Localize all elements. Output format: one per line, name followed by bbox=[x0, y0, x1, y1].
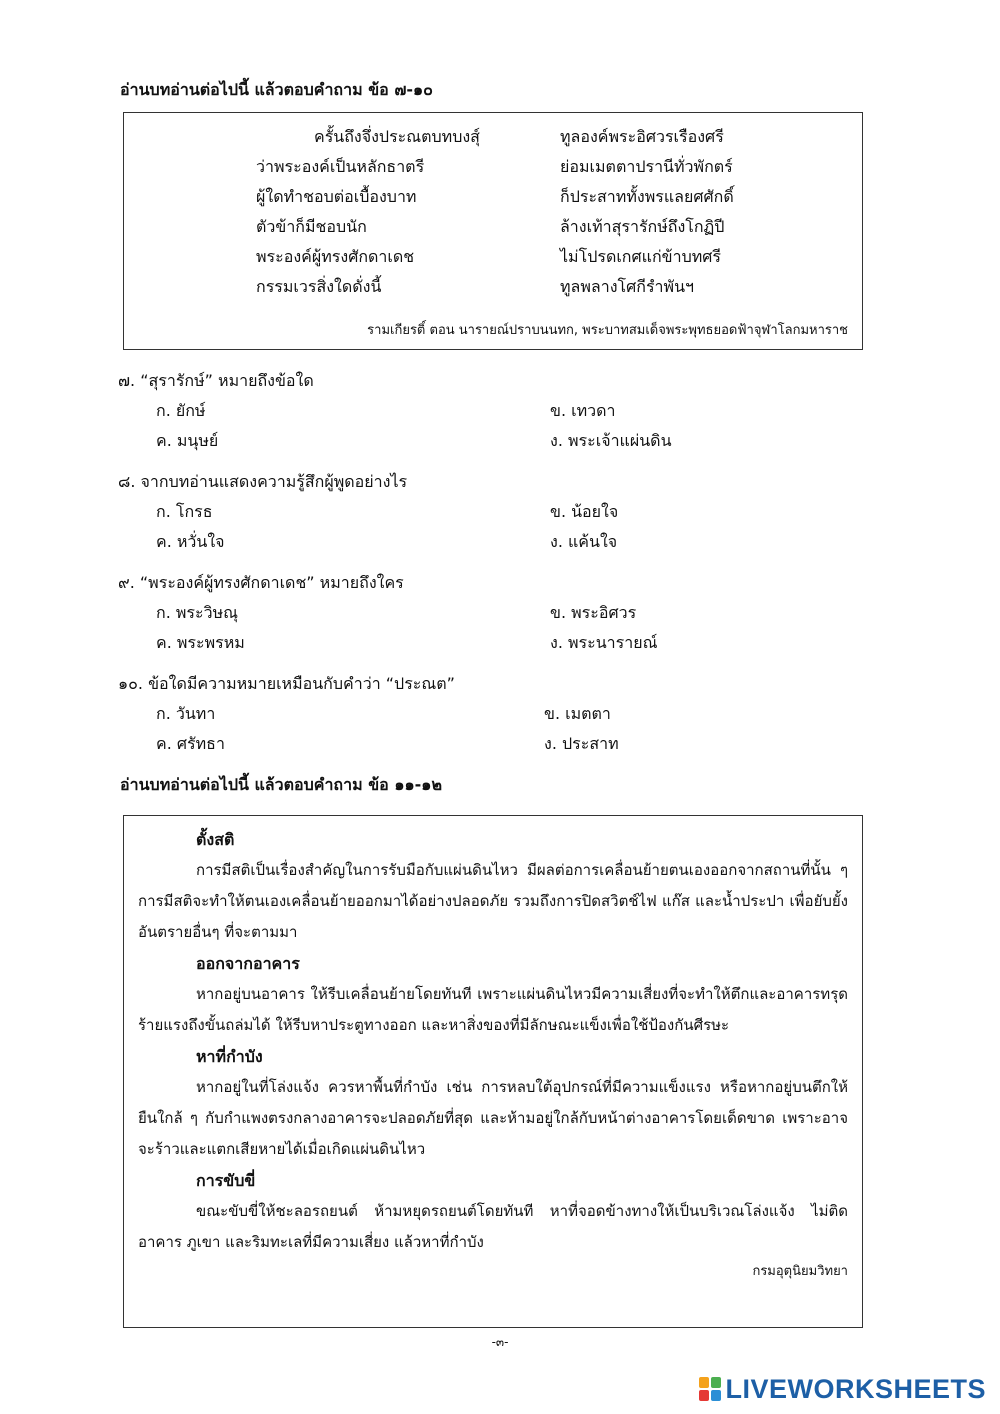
question-10-option-d[interactable]: ง. ประสาท bbox=[544, 734, 619, 753]
poem-line-left: กรรมเวรสิ่งใดดั่งนี้ bbox=[256, 277, 382, 296]
question-7-option-a[interactable]: ก. ยักษ์ bbox=[156, 401, 206, 420]
passage-subheading: ตั้งสติ bbox=[196, 830, 235, 849]
poem-line-right: ล้างเท้าสุรารักษ์ถึงโกฏิปี bbox=[560, 217, 725, 236]
question-7-option-d[interactable]: ง. พระเจ้าแผ่นดิน bbox=[550, 431, 672, 450]
poem-line-right: ทูลองค์พระอิศวรเรืองศรี bbox=[560, 127, 724, 146]
question-8-option-c[interactable]: ค. หวั่นใจ bbox=[156, 532, 225, 551]
question-9-option-a[interactable]: ก. พระวิษณุ bbox=[156, 603, 238, 622]
poem-source: รามเกียรติ์ ตอน นารายณ์ปราบนนทก, พระบาทสมเด็จพระพุทธยอดฟ้าจุฬาโลกมหาราช bbox=[367, 323, 848, 338]
question-8-option-d[interactable]: ง. แค้นใจ bbox=[550, 532, 618, 551]
liveworksheets-logo-text: LIVEWORKSHEETS bbox=[725, 1373, 986, 1404]
question-10-option-b[interactable]: ข. เมตตา bbox=[544, 704, 611, 723]
passage-box bbox=[123, 815, 863, 1328]
question-10-title: ๑๐. ข้อใดมีความหมายเหมือนกับคำว่า “ประณต” bbox=[118, 674, 455, 693]
passage-subheading: ออกจากอาคาร bbox=[196, 954, 300, 973]
question-9-option-d[interactable]: ง. พระนารายณ์ bbox=[550, 633, 658, 652]
passage-paragraph: หากอยู่ในที่โล่งแจ้ง ควรหาพื้นที่กำบัง เช่น การหลบใต้อุปกรณ์ที่มีความแข็งแรง หรือหากอยู่บนตึกให้ยืนใกล้ ๆ กับกำแพงตรงกลางอาคารจะปลอดภัยที่สุด และห้ามอยู่ใกล้กับหน้าต่างอาคารโดยเด็ดขาด เพราะอาจจะร้าวและแตกเสียหายได้เมื่อเกิดแผ่นดินไหว bbox=[138, 1078, 848, 1158]
poem-line-left: ผู้ใดทำชอบต่อเบื้องบาท bbox=[256, 187, 417, 206]
poem-line-right: ก็ประสาททั้งพรแลยศศักดิ์ bbox=[560, 187, 734, 206]
liveworksheets-logo-icon bbox=[699, 1377, 721, 1401]
question-8-title: ๘. จากบทอ่านแสดงความรู้สึกผู้พูดอย่างไร bbox=[118, 472, 408, 491]
question-10-option-a[interactable]: ก. วันทา bbox=[156, 704, 216, 723]
section-heading-1: อ่านบทอ่านต่อไปนี้ แล้วตอบคำถาม ข้อ ๗-๑๐ bbox=[120, 80, 433, 99]
passage-paragraph: หากอยู่บนอาคาร ให้รีบเคลื่อนย้ายโดยทันที เพราะแผ่นดินไหวมีความเสี่ยงที่จะทำให้ตึกและอาคารทรุด ร้ายแรงถึงขั้นถล่มได้ ให้รีบหาประตูทางออก และหาสิ่งของที่มีลักษณะแข็งเพื่อใช้ป้องกันศีรษะ bbox=[138, 985, 848, 1034]
question-7-option-c[interactable]: ค. มนุษย์ bbox=[156, 431, 219, 450]
question-9-title: ๙. “พระองค์ผู้ทรงศักดาเดช” หมายถึงใคร bbox=[118, 573, 404, 592]
poem-line-right: ทูลพลางโศกีรำพันฯ bbox=[560, 277, 694, 296]
poem-line-right: ย่อมเมตตาปรานีทั่วพักตร์ bbox=[560, 157, 733, 176]
question-8-option-a[interactable]: ก. โกรธ bbox=[156, 502, 213, 521]
question-10-option-c[interactable]: ค. ศรัทธา bbox=[156, 734, 225, 753]
page-number: -๓- bbox=[491, 1335, 509, 1349]
poem-line-left: พระองค์ผู้ทรงศักดาเดช bbox=[256, 247, 415, 266]
section-heading-2: อ่านบทอ่านต่อไปนี้ แล้วตอบคำถาม ข้อ ๑๑-๑๒ bbox=[120, 775, 442, 794]
passage-paragraph: การมีสติเป็นเรื่องสำคัญในการรับมือกับแผ่นดินไหว มีผลต่อการเคลื่อนย้ายตนเองออกจากสถานที่นั้น ๆ การมีสติจะทำให้ตนเองเคลื่อนย้ายออกมาได้อย่างปลอดภัย รวมถึงการปิดสวิตช์ไฟ แก๊ส และน้ำประปา เพื่อยับยั้งอันตรายอื่นๆ ที่จะตามมา bbox=[138, 861, 848, 941]
question-9-option-b[interactable]: ข. พระอิศวร bbox=[550, 603, 637, 622]
poem-line-left: ว่าพระองค์เป็นหลักธาตรี bbox=[256, 157, 425, 176]
passage-paragraph: ขณะขับขี่ให้ชะลอรถยนต์ ห้ามหยุดรถยนต์โดยทันที หาที่จอดข้างทางให้เป็นบริเวณโล่งแจ้ง ไม่ติดอาคาร ภูเขา และริมทะเลที่มีความเสี่ยง แล้วหาที่กำบัง bbox=[138, 1202, 848, 1251]
passage-subheading: การขับขี่ bbox=[196, 1171, 256, 1190]
poem-box bbox=[123, 112, 863, 350]
passage-source: กรมอุตุนิยมวิทยา bbox=[752, 1264, 848, 1279]
poem-line-right: ไม่โปรดเกศแก่ข้าบทศรี bbox=[560, 247, 722, 266]
question-8-option-b[interactable]: ข. น้อยใจ bbox=[550, 502, 619, 521]
question-9-option-c[interactable]: ค. พระพรหม bbox=[156, 633, 245, 652]
liveworksheets-logo bbox=[699, 1374, 986, 1404]
question-7-title: ๗. “สุรารักษ์” หมายถึงข้อใด bbox=[118, 371, 314, 390]
poem-line-left: ตัวข้าก็มีชอบนัก bbox=[256, 217, 367, 236]
passage-subheading: หาที่กำบัง bbox=[196, 1047, 263, 1066]
question-7-option-b[interactable]: ข. เทวดา bbox=[550, 401, 616, 420]
poem-line-left: ครั้นถึงจึ่งประณตบทบงสุ์ bbox=[314, 127, 480, 146]
